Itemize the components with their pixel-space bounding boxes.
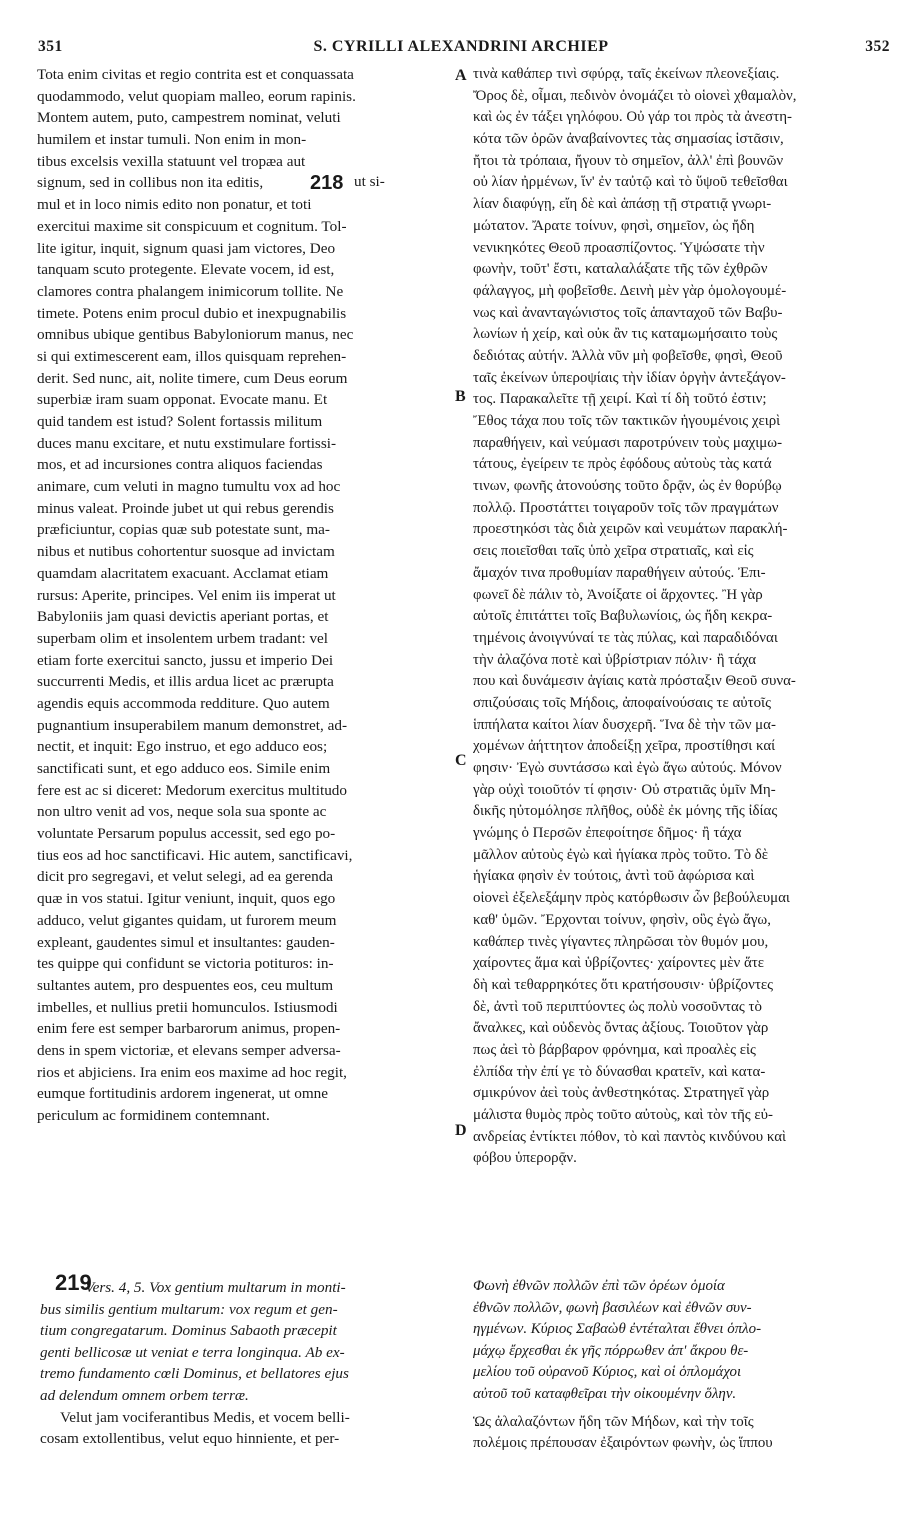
greek-text-line: φωνὴν, τοῦτ' ἔστι, καταλαλάξατε τῆς τῶν ἐχθρῶν	[473, 261, 768, 278]
section-number-219: 219	[55, 1270, 92, 1295]
latin-text-line: dicit pro segregavi, et velut selegi, ad ea gerenda	[37, 868, 334, 886]
greek-text-line: δικῆς ηὐτομόλησε πλῆθος, οὐδὲ ἐκ μόνης τῆς ἰδίας	[473, 803, 778, 820]
greek-text-line: σεις ποιεῖσθαι ταῖς ὑπὸ χεῖρα στρατιαῖς, καὶ εἰς	[473, 543, 754, 560]
greek-text-line: ταῖς ἐκείνων ὑπεροψίαις τὴν ἰδίαν ὀργὴν ἀντεξάγον-	[473, 369, 786, 386]
greek-text-line: τινὰ καθάπερ τινὶ σφύρᾳ, ταῖς ἐκείνων πλεονεξίαις.	[473, 66, 780, 82]
greek-text-line: μάλιστα θυμὸς πρὸς τοῦτο αὐτοὺς, καὶ τὸν τῆς εὐ-	[473, 1107, 773, 1123]
latin-text-line: adduco, velut gigantes quidam, ut furorem meum	[37, 911, 337, 929]
greek-text-line: δεδιότας αὐτήν. Ἀλλὰ νῦν μὴ φοβεῖσθε, φησὶ, Θεοῦ	[473, 347, 783, 364]
greek-text-line: νενικηκότες Θεοῦ προασπίζοντος. Ὑψώσατε τὴν	[473, 239, 765, 256]
page-header	[30, 38, 892, 60]
greek-text-line: πολέμοις πρέπουσαν ἐξαιρόντων φωνὴν, ὡς ἵππου	[473, 1435, 773, 1452]
greek-text-line: αὐτοῖς ἐπιτάττει τοῖς Βαβυλωνίοις, ὡς ἤδη κεκρα-	[473, 608, 773, 625]
greek-text-line: τινων, φωνῆς ἀτονούσης τοῦτο δρᾷν, ὡς ἐν θορύβῳ	[473, 478, 782, 495]
latin-text-line: rios et abjiciens. Ira enim eos maxime ad hoc regit,	[37, 1063, 347, 1081]
margin-marker-d: D	[455, 1122, 467, 1139]
latin-text-line: quamdam alacritatem exacuant. Acclamat etiam	[37, 564, 329, 582]
latin-text-line: derit. Sed nunc, ait, nolite timere, cum Deus eorum	[37, 369, 348, 387]
latin-text-line: sanctificati sunt, et ego adduco eos. Simile enim	[37, 760, 331, 777]
latin-text-line: nectit, et inquit: Ego instruo, et ego adduco eos;	[37, 738, 328, 756]
greek-text-line: νως καὶ ἀνανταγώνιστος τοῖς ἁπανταχοῦ τῶν Βαβυ-	[473, 304, 783, 321]
latin-verse-line: genti bellicosæ ut veniat e terra longinqua. Ab ex-	[40, 1343, 345, 1361]
latin-text-line: si qui extimescerent eam, illos quisquam reprehen-	[37, 347, 347, 365]
greek-text-line: τος. Παρακαλεῖτε τῇ χειρί. Καὶ τί δὴ τοῦτό ἐστιν;	[473, 391, 767, 408]
latin-text-line: lite igitur, inquit, signum quasi jam victores, Deo	[37, 239, 336, 257]
latin-text-line: periculum ac formidinem contemnant.	[37, 1107, 270, 1124]
greek-verse-line: μάχῳ ἔρχεσθαι ἐκ γῆς πόρρωθεν ἀπ' ἄκρου θε-	[473, 1342, 749, 1359]
greek-text-line: σπιζούσαις τοῖς Μήδοις, ἀποφαίνούσαις τε αὐτοῖς	[473, 694, 771, 711]
greek-text-line: φησιν· Ἐγὼ συντάσσω καὶ ἐγὼ ἄγω αὐτούς. Μόνον	[473, 760, 782, 776]
latin-text-line: tes quippe qui confidunt se victoria potituros: in-	[37, 955, 334, 973]
greek-text-line: λίαν διαφύγῃ, εἴη δὲ καὶ ἁπάσῃ τῇ στρατιᾷ γνωρι-	[473, 196, 772, 213]
latin-text-line: voluntate Persarum populus accessit, sed ego po-	[37, 825, 336, 843]
latin-verse-line: ad delendum omnem orbem terræ.	[40, 1386, 249, 1404]
margin-marker-a: A	[455, 67, 467, 84]
latin-verse-line: tium congregatarum. Dominus Sabaoth præcepit	[40, 1322, 337, 1340]
latin-text-line: humilem et instar tumuli. Non enim in mon-	[37, 131, 307, 149]
greek-verse-block	[473, 1276, 891, 1455]
greek-text-line: οἱονεὶ ἐξελεξάμην πρὸς κατόρθωσιν ὧν βεβούλευμαι	[473, 890, 790, 907]
greek-text-line: τάτους, ἐγείρειν τε πρὸς ἐφόδους αὐτοὺς τὰς κατά	[473, 456, 772, 473]
greek-text-line: δὲ, ἀντὶ τοῦ περιπτύοντες ὡς πολὺ νοσοῦντας τὸ	[473, 998, 762, 1015]
latin-text-line: non ultro venit ad vos, neque sola sua sponte ac	[37, 803, 327, 821]
latin-218-tail: ut si-	[354, 173, 385, 190]
latin-text-line: superbiæ iram suam opponat. Evocate manu. Et	[37, 391, 328, 409]
latin-text-line: succurrenti Medis, et illis ardua licet ac prærupta	[37, 673, 334, 691]
latin-text-line: tibus excelsis vexilla statuunt vel tropæa aut	[37, 152, 306, 170]
latin-text-line: eumque fortitudinis ardorem ingenerat, ut omne	[37, 1085, 329, 1103]
latin-text-line: Montem autem, puto, campestrem nominat, veluti	[37, 109, 341, 127]
latin-text-line: superbam olim et insolentem urbem tradant: vel	[37, 629, 329, 647]
latin-text-line: dens in spem victoriæ, et elevans semper adversa-	[37, 1041, 341, 1059]
latin-text-line: expleant, gaudentes simul et insultantes: gauden-	[37, 933, 335, 951]
greek-text-line: χαίροντες ἅμα καὶ ὑβρίζοντες· χαίροντες μὲν ἅτε	[473, 955, 765, 972]
greek-verse-line: Φωνὴ ἐθνῶν πολλῶν ἐπὶ τῶν ὀρέων ὁμοία	[473, 1278, 725, 1294]
greek-text-line: πολλῷ. Προστάττει τοιγαροῦν τοῖς τῶν πραγμάτων	[473, 499, 779, 516]
greek-text-line: χομένων ἀήττητον ἀποδείξῃ χεῖρα, προστίθησι καί	[473, 738, 776, 755]
latin-text-line: omnibus ubique gentibus Babyloniorum manus, nec	[37, 326, 354, 344]
greek-text-line: προεστηκόσι τὰς διὰ χειρῶν καὶ νευμάτων παρακλή-	[473, 521, 788, 538]
greek-text-line: οὐ λίαν ἠρμένων, ἵν' ἐν ταὐτῷ καὶ τὸ ὕψοῦ τεθεῖσθαι	[473, 174, 788, 191]
greek-text-line: σμικρύνον ἀεὶ τοὺς ἀνθεστηκότας. Στρατηγεῖ γὰρ	[473, 1085, 770, 1102]
latin-text-line: Velut jam vociferantibus Medis, et vocem belli-	[60, 1408, 350, 1426]
greek-text-line: καθάπερ τινὲς γίγαντες πληρῶσαι τὸν θυμόν μου,	[473, 933, 769, 950]
latin-verse-line: tremo fundamento cœli Dominus, et bellatores ejus	[40, 1365, 349, 1383]
greek-text-line: μώτατον. Ἄρατε τοίνυν, φησὶ, σημεῖον, ὡς ἤδη	[473, 217, 755, 234]
latin-verse-line: bus similis gentium multarum: vox regum et gen-	[40, 1300, 338, 1318]
latin-text-line: Tota enim civitas et regio contrita est et conquassata	[37, 66, 354, 83]
greek-text-line: ἄναλκες, καὶ οὐδενὸς ὄντας ἀξίους. Τοιοῦτον γὰρ	[473, 1020, 769, 1037]
greek-text-line: λωνίων ἡ χείρ, καὶ οὐκ ἂν τις καταμωμήσαιτο τοὺς	[473, 326, 778, 343]
latin-text-line: cosam extollentibus, velut equo hinniente, et per-	[40, 1430, 340, 1448]
greek-text-line: φόβου ὑπερορᾷν.	[473, 1150, 577, 1167]
latin-verse-block	[40, 1277, 453, 1450]
greek-verse-line: ἐθνῶν πολλῶν, φωνὴ βασιλέων καὶ ἐθνῶν συν-	[473, 1299, 752, 1316]
latin-text-line: clamores contra phalangem inimicorum tollite. Ne	[37, 282, 344, 300]
greek-text-line: καὶ ὡς ἐν τάξει γηλόφου. Οὐ γάρ τοι πρὸς τὰ ἀνεστη-	[473, 109, 792, 126]
greek-text-line: μᾶλλον αὐτοὺς ἐγὼ καὶ ἡγίακα πρὸς τοῦτο. Τὸ δὲ	[473, 846, 769, 863]
greek-text-line: παραθήγειν, καὶ νεύμασι παροτρύνειν τοὺς μαχιμω-	[473, 434, 783, 451]
running-title: S. CYRILLI ALEXANDRINI ARCHIEP	[313, 38, 609, 55]
latin-verse-line: Vers. 4, 5. Vox gentium multarum in monti-	[85, 1279, 346, 1296]
latin-text-line: minus valeat. Proinde jubet ut qui rebus gerendis	[37, 499, 334, 517]
section-number-218: 218	[310, 172, 344, 194]
page-number-right: 352	[865, 38, 890, 55]
latin-text-line: exercitui maxime sit conspicuum et cognitum. Tol-	[37, 217, 347, 235]
greek-text-line: Ἔθος τάχα που τοῖς τῶν τακτικῶν ἡγουμένοις χειρὶ	[473, 413, 781, 429]
greek-text-line: ἡγίακα φησὶν ἐν τούτοις, ἀντὶ τοῦ ἀφώρισα καὶ	[473, 868, 755, 885]
latin-text-line: Babyloniis jam quasi devictis aperiant portas, et	[37, 608, 329, 626]
latin-text-line: quid tandem est istud? Solent fortassis militum	[37, 413, 323, 430]
latin-text-line: pugnantium insuperabilem manum demonstret, ad-	[37, 716, 348, 734]
greek-text-line: τημένοις ἀνοιγνύναί τε τὰς πύλας, καὶ παραδιδόναι	[473, 629, 778, 646]
greek-verse-line: ηγμένων. Κύριος Σαβαὼθ ἐντέταλται ἔθνει ὁπλο-	[473, 1321, 762, 1338]
latin-text-line: rursus: Aperite, principes. Vel enim iis imperat ut	[37, 586, 336, 604]
greek-verse-line: αὐτοῦ τοῦ καταφθεῖραι τὴν οἰκουμένην ὅλην.	[473, 1385, 737, 1402]
greek-text-line: φάλαγγος, μὴ φοβεῖσθε. Δεινὴ μὲν γὰρ ὁμολογουμέ-	[473, 282, 787, 299]
greek-text-line: ἱππήλατα καίτοι λίαν δυσχερῆ. Ἵνα δὲ τὴν τῶν μα-	[473, 716, 776, 733]
latin-text-line: signum, sed in collibus non ita editis,	[37, 174, 264, 192]
margin-marker-c: C	[455, 752, 467, 769]
margin-marker-b: B	[455, 388, 466, 405]
greek-text-line: φωνεῖ δὲ πάλιν τὸ, Ἀνοίξατε οἱ ἄρχοντες. Ἢ γὰρ	[473, 586, 763, 603]
page-number-left: 351	[38, 38, 63, 55]
greek-text-line: δὴ καὶ τεθαρρηκότες ὅτι κρατήσουσιν· ὑβρίζοντες	[473, 976, 773, 993]
greek-text-line: Ὄρος δὲ, οἶμαι, πεδινὸν ὀνομάζει τὸ οἱονεὶ χθαμαλὸν,	[473, 87, 797, 104]
greek-column	[473, 64, 891, 1170]
latin-column	[37, 64, 448, 1127]
latin-text-line: enim fere est semper barbarorum animus, propen-	[37, 1020, 341, 1038]
latin-text-line: tius eos ad hoc sanctificavi. Hic autem, sanctificavi,	[37, 846, 353, 864]
latin-text-line: mul et in loco nimis edito non ponatur, et toti	[37, 196, 312, 214]
greek-text-line: τὴν ἀλαζόνα ποτὲ καὶ ὑβρίστριαν πόλιν· ἢ τάχα	[473, 651, 757, 668]
latin-text-line: nibus et nutibus cohortentur suosque ad invictam	[37, 543, 335, 561]
greek-text-line: ἤτοι τὰ τρόπαια, ἤγουν τὸ σημεῖον, ἀλλ' ἐπὶ βουνῶν	[473, 152, 784, 169]
greek-text-line: γὰρ οὐχὶ τοιοῦτόν τί φησιν· Οὐ στρατιᾶς ὑμῖν Μη-	[473, 781, 776, 798]
latin-text-line: quodammodo, velut quopiam malleo, eorum rapinis.	[37, 87, 356, 105]
latin-text-line: præficiuntur, copias quæ sub potestate sunt, ma-	[37, 521, 330, 539]
latin-text-line: timete. Potens enim procul dubio et inexpugnabilis	[37, 304, 347, 322]
latin-text-line: imbelles, et nullius pretii homunculos. Istiusmodi	[37, 998, 338, 1016]
greek-text-line: γνώμης ὁ Περσῶν ἐπεφοίτησε δῆμος· ἢ τάχα	[473, 825, 742, 842]
greek-text-line: κότα τῶν ὀρῶν ἀναβαίνοντες τὰς σημασίας ἱστᾶσιν,	[473, 131, 784, 148]
greek-text-line: ἄμαχόν τινα προθυμίαν παραθήγειν αὐτούς. Ἐπι-	[473, 564, 766, 581]
latin-text-line: etiam forte exercitui sancto, jussu et imperio Dei	[37, 651, 334, 669]
greek-text-line: ἐλπίδα τὴν ἐπί γε τὸ δύνασθαι κρατεῖν, καὶ κατα-	[473, 1063, 766, 1080]
latin-text-line: animare, cum veluti in magno tumultu vox ad hoc	[37, 478, 341, 496]
latin-text-line: sultantes autem, pro despuentes eos, ceu multum	[37, 976, 334, 994]
greek-text-line: πως ἀεὶ τὸ βάρβαρον φρόνημα, καὶ προαλὲς εἰς	[473, 1041, 756, 1058]
latin-text-line: fere est ac si diceret: Medorum exercitus multitudo	[37, 781, 347, 799]
greek-text-line: που καὶ δυνάμεσιν ἁγίαις κατὰ πρόσταξιν Θεοῦ συνα-	[473, 673, 796, 690]
latin-text-line: tanquam scuto protegente. Elevate vocem, id est,	[37, 261, 335, 279]
greek-text-line: ανδρείας ἐντίκτει πόθον, τὸ καὶ παντὸς κινδύνου καὶ	[473, 1128, 787, 1145]
latin-text-line: agendis equis accommoda redditure. Quo autem	[37, 694, 330, 712]
greek-text-line: καθ' ὑμῶν. Ἔρχονται τοίνυν, φησὶν, οὓς ἐγὼ ἄγω,	[473, 911, 771, 928]
latin-text-line: duces manu excitare, et nutu exstimulare fortissi-	[37, 434, 337, 452]
latin-text-line: mos, et ad incursiones contra aliquos faciendas	[37, 456, 323, 474]
latin-text-line: quæ in vos statui. Igitur veniunt, inquit, quos ego	[37, 890, 336, 908]
greek-text-line: Ὡς ἀλαλαζόντων ἤδη τῶν Μήδων, καὶ τὴν τοῖς	[473, 1413, 754, 1430]
greek-verse-line: μελίου τοῦ οὐρανοῦ Κύριος, καὶ οἱ ὁπλομάχοι	[473, 1364, 742, 1381]
